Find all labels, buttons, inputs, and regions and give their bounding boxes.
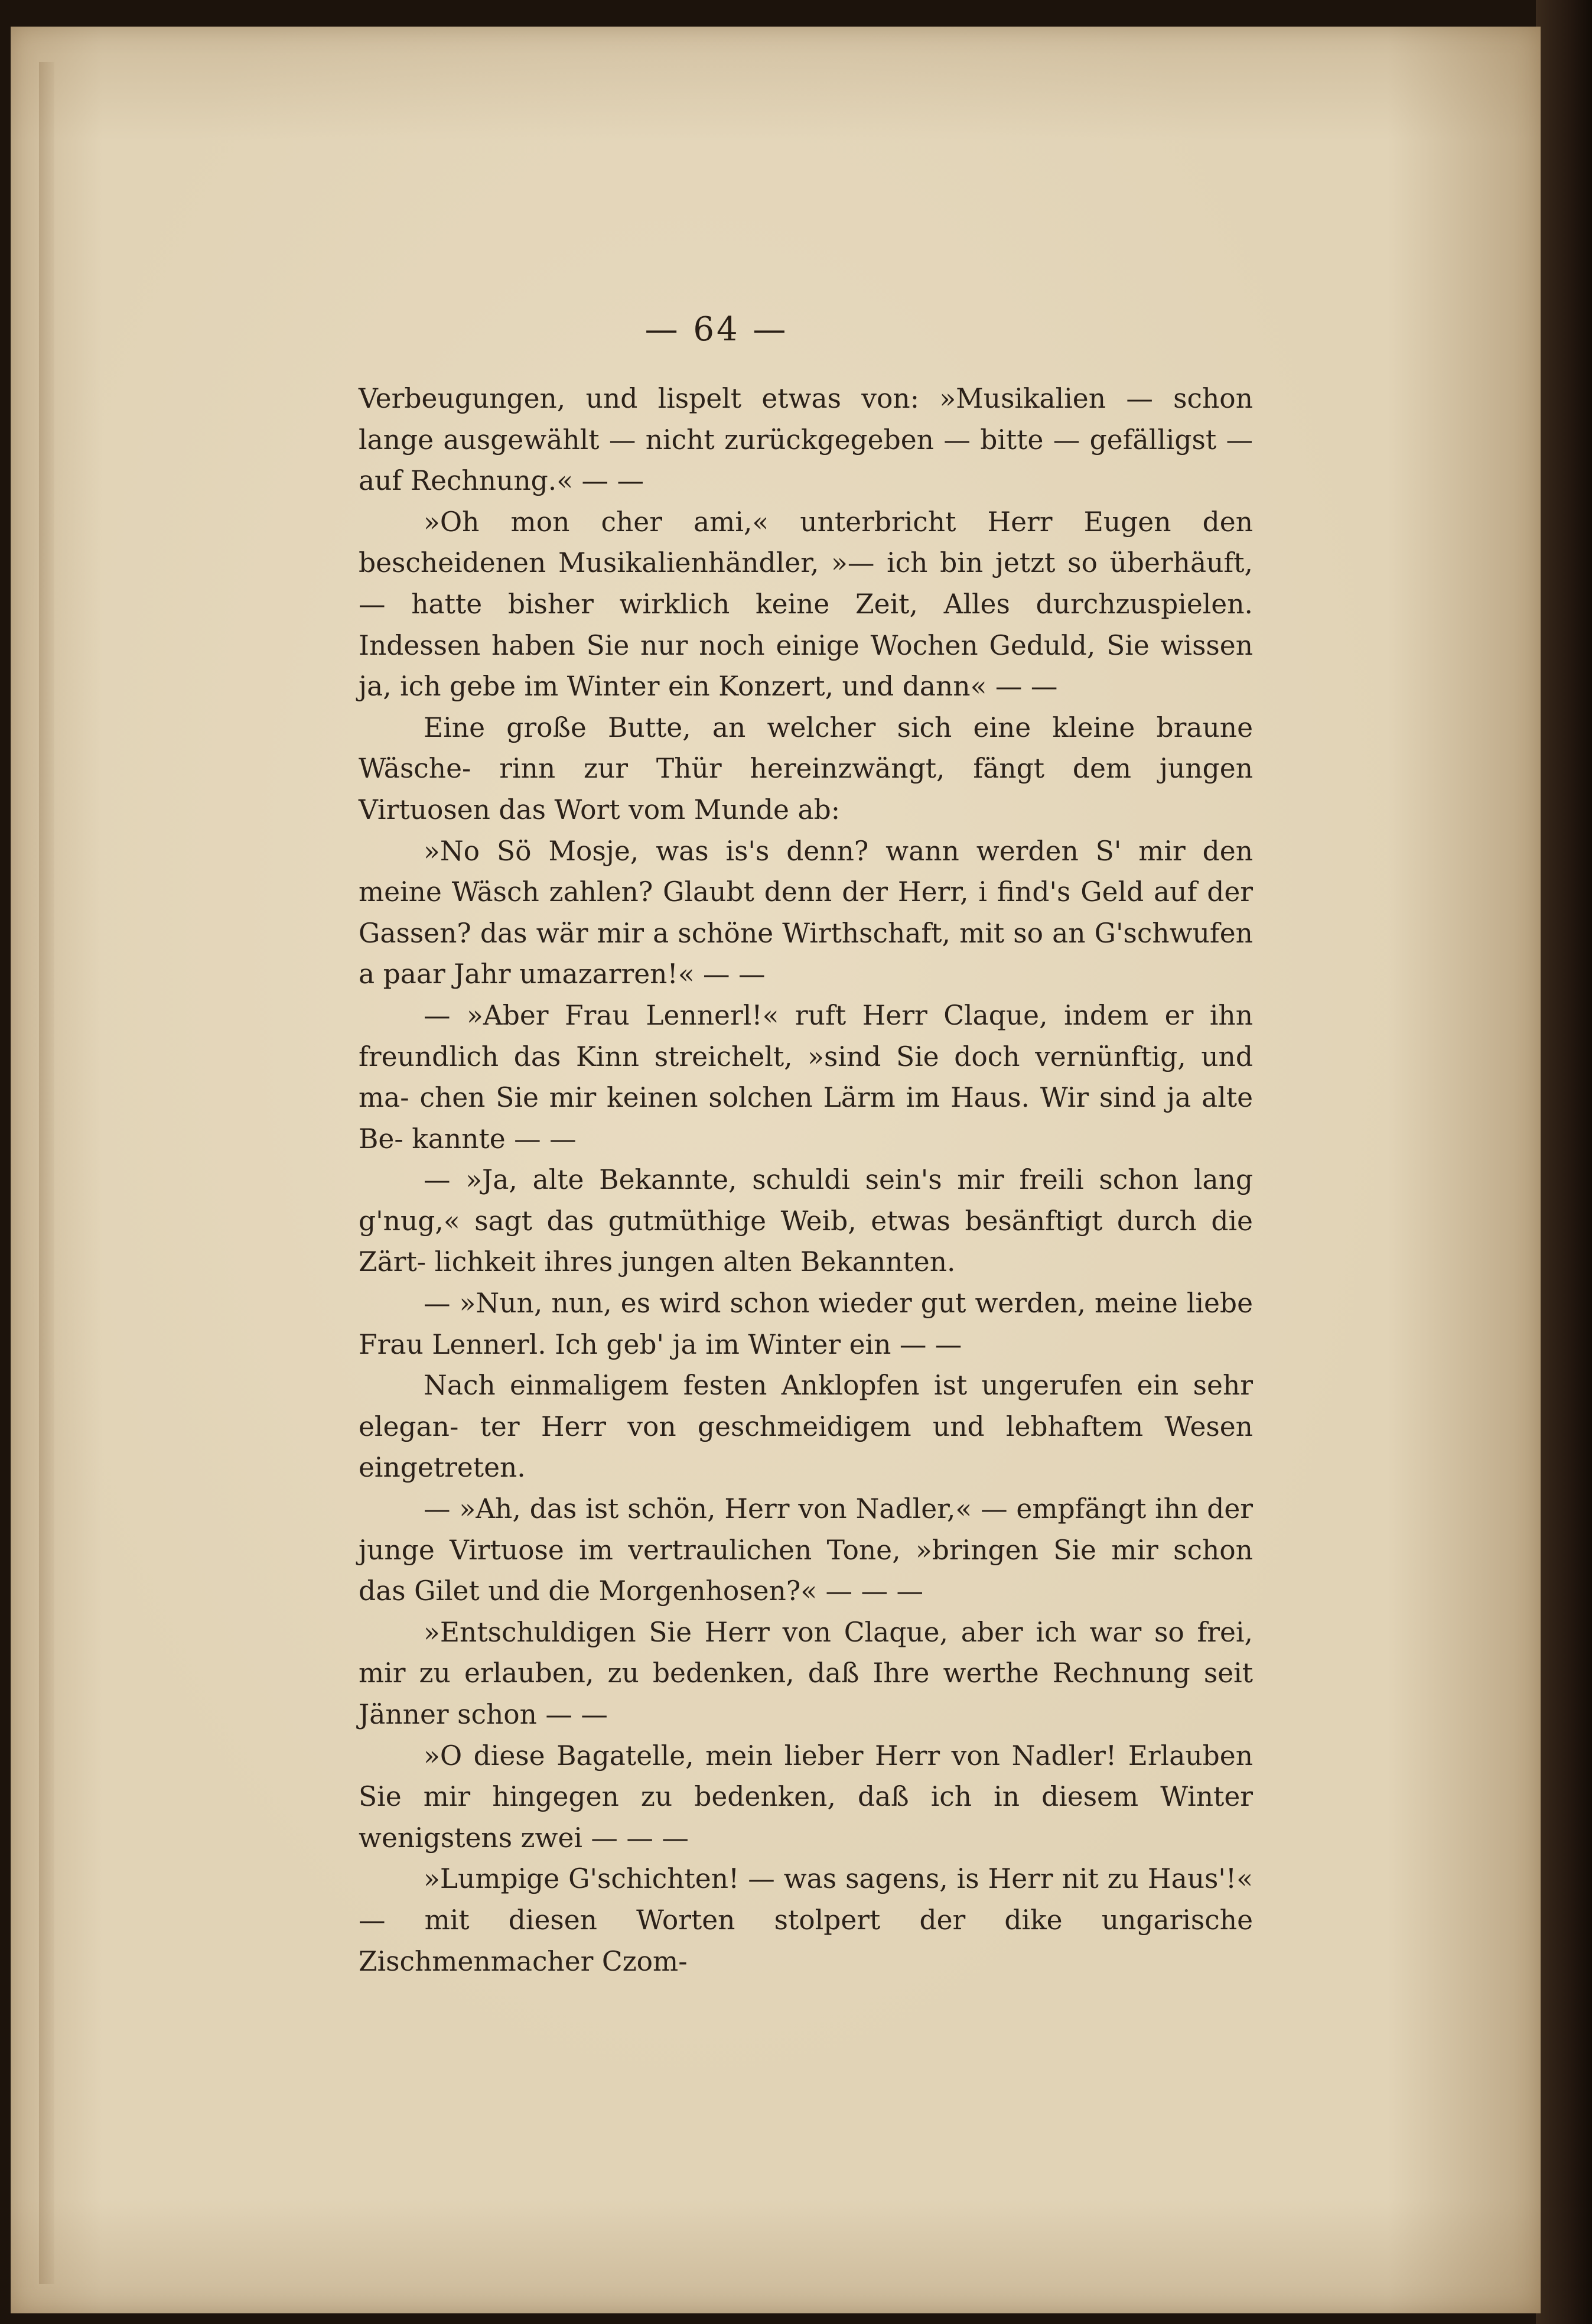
paragraph-2: »Oh mon cher ami,« unterbricht Herr Eugen den bescheidenen Musikalienhändler, »— ich bin jetzt so überhäuft, — hatte bisher wirklich keine Zeit, Alles durchzuspielen. Indessen haben Sie nur noch einige Wochen Geduld, Sie wissen ja, ich gebe im Winter ein Konzert, und dann« — — <box>359 506 1253 703</box>
paragraph-8: Nach einmaligem festen Anklopfen ist ungerufen ein sehr elegan- ter Herr von geschmeidigem und lebhaftem Wesen eingetreten. <box>359 1370 1253 1484</box>
paragraph-12: »Lumpige G'schichten! — was sagens, is Herr nit zu Haus'!« — mit diesen Worten stolpert der dike ungarische Zischmenmacher Czom- <box>359 1863 1253 1977</box>
page-gutter-shadow <box>39 62 54 2284</box>
paragraph-1: Verbeugungen, und lispelt etwas von: »Musikalien — schon lange ausgewählt — nicht zurückgegeben — bitte — gefälligst — auf Rechnung.« — — <box>359 383 1253 497</box>
paragraph-11: »O diese Bagatelle, mein lieber Herr von Nadler! Erlauben Sie mir hingegen zu bedenken, daß ich in diesem Winter wenigstens zwei — — — <box>359 1740 1253 1854</box>
paragraph-9: — »Ah, das ist schön, Herr von Nadler,« — empfängt ihn der junge Virtuose im vertraulichen Tone, »bringen Sie mir schon das Gilet und die Morgenhosen?« — — — <box>359 1493 1253 1607</box>
paragraph-3: Eine große Butte, an welcher sich eine kleine braune Wäsche- rinn zur Thür hereinzwängt, fängt dem jungen Virtuosen das Wort vom Munde ab: <box>359 711 1253 825</box>
paragraph-5: — »Aber Frau Lennerl!« ruft Herr Claque, indem er ihn freundlich das Kinn streichelt, »sind Sie doch vernünftig, und ma- chen Sie mir keinen solchen Lärm im Haus. Wir sind ja alte Be- kannte — — <box>359 999 1253 1155</box>
body-text <box>359 378 1253 1982</box>
page-number: — 64 — <box>644 310 789 349</box>
book-edge-backdrop <box>1536 0 1592 2324</box>
paragraph-6: — »Ja, alte Bekannte, schuldi sein's mir freili schon lang g'nug,« sagt das gutmüthige Weib, etwas besänftigt durch die Zärt- lichkeit ihres jungen alten Bekannten. <box>359 1164 1253 1278</box>
paragraph-10: »Entschuldigen Sie Herr von Claque, aber ich war so frei, mir zu erlauben, zu bedenken, daß Ihre werthe Rechnung seit Jänner schon — — <box>359 1616 1253 1730</box>
paragraph-7: — »Nun, nun, es wird schon wieder gut werden, meine liebe Frau Lennerl. Ich geb' ja im Winter ein — — <box>359 1288 1253 1360</box>
paragraph-4: »No Sö Mosje, was is's denn? wann werden S' mir den meine Wäsch zahlen? Glaubt denn der Herr, i find's Geld auf der Gassen? das wär mir a schöne Wirthschaft, mit so an G'schwufen a paar Jahr umazarren!« — — <box>359 835 1253 990</box>
